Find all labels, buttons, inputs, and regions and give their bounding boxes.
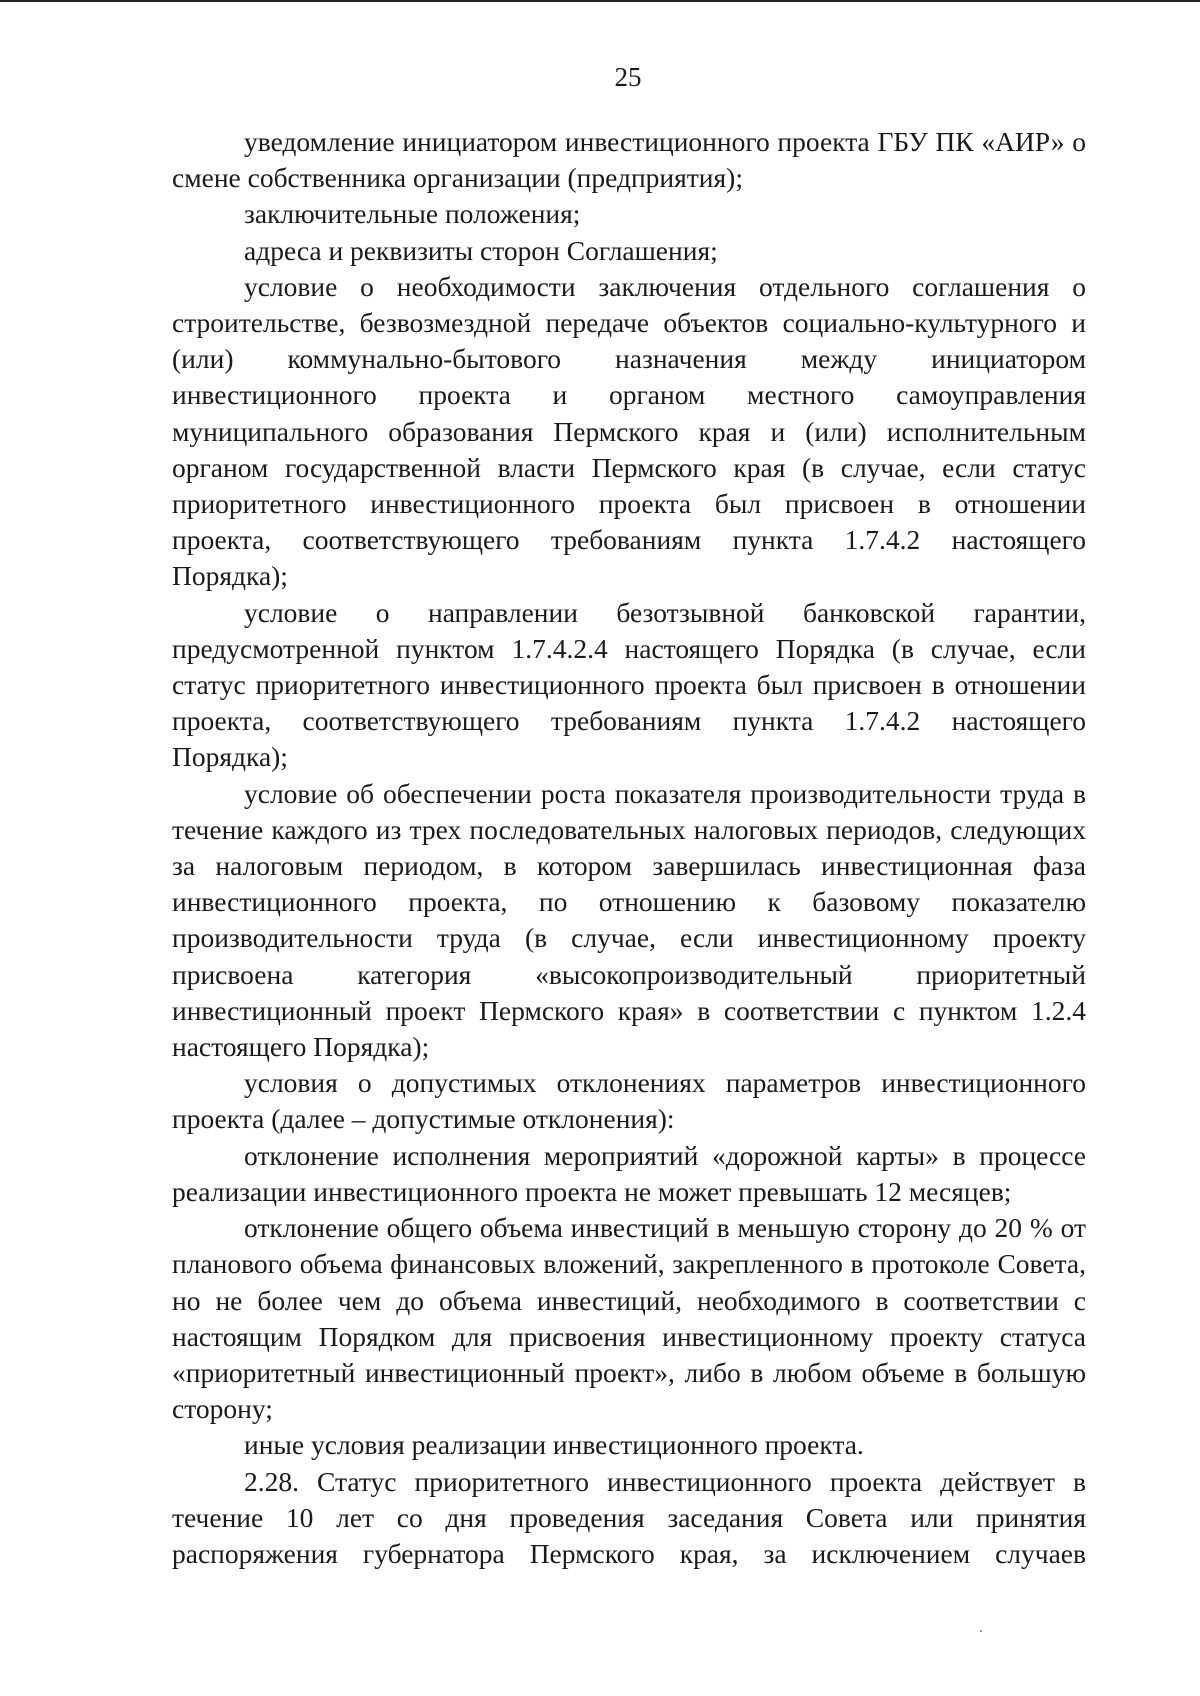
- paragraph-addresses: адреса и реквизиты сторон Соглашения;: [244, 234, 718, 266]
- paragraph-notice-owner-change: уведомление инициатором инвестиционного проекта ГБУ ПК «АИР» о смене собственника организации (предприятия);: [172, 126, 1086, 194]
- paragraph-investment-volume-deviation: отклонение общего объема инвестиций в меньшую сторону до 20 % от планового объема финансовых вложений, закрепленного в протоколе Совета, но не более чем до объема инвестиций, необходимого в соответствии с настоящим Порядком для присвоения инвестиционному проекту статуса «приоритетный инвестиционный проект», либо в любом объеме в большую сторону;: [172, 1212, 1086, 1425]
- document-body: [172, 124, 1086, 1572]
- paragraph-2-28-status-duration: 2.28. Статус приоритетного инвестиционного проекта действует в течение 10 лет со дня проведения заседания Совета или принятия распоряжения губернатора Пермского края, за исключением случаев: [172, 1465, 1086, 1569]
- paragraph-construction-agreement: условие о необходимости заключения отдельного соглашения о строительстве, безвозмездной передаче объектов социально-культурного и (или) коммунально-бытового назначения между инициатором инвестиционного проекта и органом местного самоуправления муниципального образования Пермского края и (или) исполнительным органом государственной власти Пермского края (в случае, если статус приоритетного инвестиционного проекта был присвоен в отношении проекта, соответствующего требованиям пункта 1.7.4.2 настоящего Порядка);: [172, 270, 1086, 592]
- paragraph-allowed-deviations: условия о допустимых отклонениях параметров инвестиционного проекта (далее – допустимые отклонения):: [172, 1067, 1086, 1135]
- page-number: 25: [614, 62, 642, 92]
- paragraph-productivity-growth: условие об обеспечении роста показателя производительности труда в течение каждого из трех последовательных налоговых периодов, следующих за налоговым периодом, в котором завершилась инвестиционная фаза инвестиционного проекта, по отношению к базовому показателю производительности труда (в случае, если инвестиционному проекту присвоена категория «высокопроизводительный приоритетный инвестиционный проект Пермского края» в соответствии с пунктом 1.2.4 настоящего Порядка);: [172, 777, 1086, 1063]
- paragraph-roadmap-deviation: отклонение исполнения мероприятий «дорожной карты» в процессе реализации инвестиционного проекта не может превышать 12 месяцев;: [172, 1139, 1086, 1207]
- paragraph-bank-guarantee: условие о направлении безотзывной банковской гарантии, предусмотренной пунктом 1.7.4.2.4 настоящего Порядка (в случае, если статус приоритетного инвестиционного проекта был присвоен в отношении проекта, соответствующего требованиям пункта 1.7.4.2 настоящего Порядка);: [172, 596, 1086, 773]
- scan-speck: [980, 1630, 982, 1632]
- paragraph-final-provisions: заключительные положения;: [244, 198, 581, 230]
- paragraph-other-conditions: иные условия реализации инвестиционного проекта.: [244, 1429, 864, 1461]
